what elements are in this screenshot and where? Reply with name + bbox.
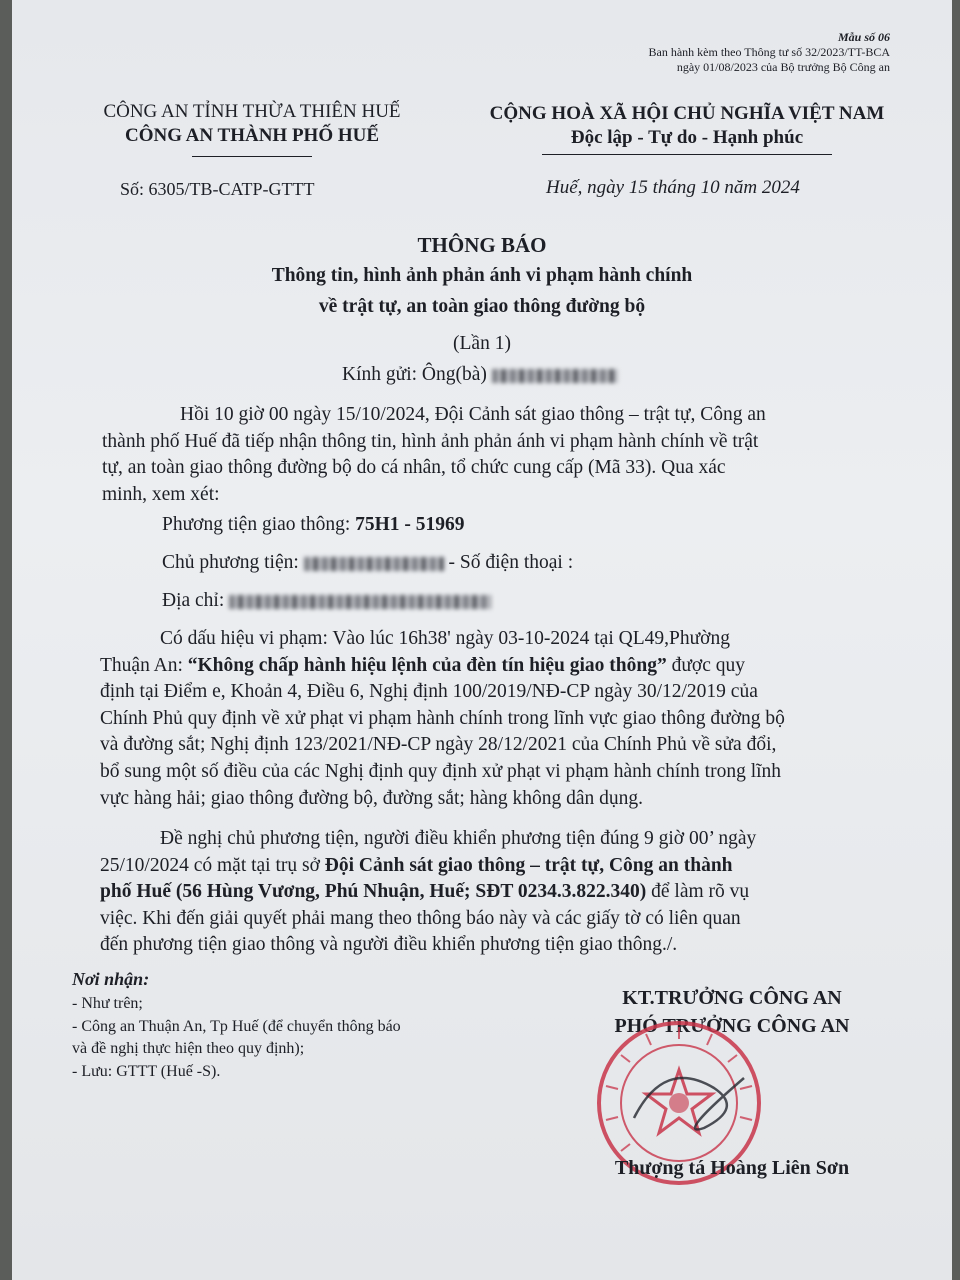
request-line bbox=[100, 879, 896, 906]
recipient-item: - Như trên; bbox=[72, 995, 143, 1012]
title-main: THÔNG BÁO bbox=[417, 233, 547, 257]
request-text: để làm rõ vụ bbox=[646, 881, 750, 903]
recipients-list bbox=[72, 993, 542, 1083]
intro-line: thành phố Huế đã tiếp nhận thông tin, hình ảnh phản ánh vi phạm hành chính về trật bbox=[102, 430, 759, 452]
recipient-item: và đề nghị thực hiện theo quy định); bbox=[72, 1040, 305, 1057]
document-page bbox=[12, 0, 952, 1280]
violation-line: bổ sung một số điều của các Nghị định quy định xử phạt vi phạm hành chính trong lĩnh bbox=[100, 760, 782, 782]
national-heading bbox=[442, 102, 932, 155]
request-address: phố Huế (56 Hùng Vương, Phú Nhuận, Huế; SĐT 0234.3.822.340) bbox=[100, 881, 647, 903]
request-line bbox=[100, 853, 896, 880]
redacted-address bbox=[229, 595, 491, 609]
request-text: 25/10/2024 có mặt tại trụ sở bbox=[100, 854, 325, 876]
recipients-title: Nơi nhận: bbox=[72, 969, 150, 989]
violation-continued: được quy bbox=[666, 654, 746, 676]
violation-paragraph bbox=[100, 626, 896, 812]
violation-location: Thuận An: bbox=[100, 654, 188, 676]
license-plate: 75H1 - 51969 bbox=[355, 514, 465, 535]
phone-label: - Số điện thoại : bbox=[448, 552, 574, 573]
issuing-agency bbox=[72, 100, 432, 157]
document-number bbox=[120, 177, 315, 201]
title-sub-2: về trật tự, an toàn giao thông đường bộ bbox=[318, 296, 646, 317]
violation-line: Có dấu hiệu vi phạm: Vào lúc 16h38' ngày 03-10-2024 tại QL49,Phường bbox=[160, 628, 730, 649]
request-paragraph bbox=[100, 826, 896, 959]
intro-paragraph bbox=[102, 402, 896, 508]
address-label: Địa chỉ: bbox=[162, 590, 225, 611]
motto-underline bbox=[542, 154, 832, 155]
unit-underline bbox=[192, 156, 312, 157]
form-circular-date: ngày 01/08/2023 của Bộ trưởng Bộ Công an bbox=[676, 60, 890, 74]
number-label: Số: bbox=[120, 179, 145, 199]
form-number: Mẫu số 06 bbox=[837, 30, 890, 44]
recipients-block bbox=[72, 966, 542, 1083]
request-line: việc. Khi đến giải quyết phải mang theo thông báo này và các giấy tờ có liên quan bbox=[100, 907, 741, 929]
signature-block bbox=[572, 985, 892, 1039]
recipient-line bbox=[342, 362, 618, 388]
request-office: Đội Cảnh sát giao thông – trật tự, Công an thành bbox=[324, 854, 733, 876]
recipient-item: - Lưu: GTTT (Huế -S). bbox=[72, 1062, 221, 1080]
unit-name: CÔNG AN THÀNH PHỐ HUẾ bbox=[124, 125, 380, 146]
recipient-item: - Công an Thuận An, Tp Huế (để chuyển thông báo bbox=[72, 1017, 401, 1035]
vehicle-label: Phương tiện giao thông: bbox=[162, 514, 351, 535]
signature-title-2: PHÓ TRƯỞNG CÔNG AN bbox=[614, 1015, 850, 1037]
motto: Độc lập - Tự do - Hạnh phúc bbox=[570, 127, 804, 148]
violation-line: Chính Phủ quy định về xử phạt vi phạm hành chính trong lĩnh vực giao thông đường bộ bbox=[100, 707, 785, 729]
violation-line bbox=[100, 653, 896, 680]
intro-line: Hồi 10 giờ 00 ngày 15/10/2024, Đội Cảnh sát giao thông – trật tự, Công an bbox=[180, 404, 766, 425]
vehicle-line bbox=[162, 512, 465, 538]
violation-line: định tại Điểm e, Khoản 4, Điều 6, Nghị định 100/2019/NĐ-CP ngày 30/12/2019 của bbox=[100, 681, 758, 703]
agency-name: CÔNG AN TỈNH THỪA THIÊN HUẾ bbox=[103, 101, 401, 122]
request-line: đến phương tiện giao thông và người điều khiển phương tiện giao thông./. bbox=[100, 934, 678, 956]
intro-line: tự, an toàn giao thông đường bộ do cá nhân, tổ chức cung cấp (Mã 33). Qua xác bbox=[102, 457, 726, 479]
form-reference bbox=[530, 30, 890, 75]
intro-line: minh, xem xét: bbox=[102, 483, 220, 505]
title-sub-1: Thông tin, hình ảnh phản ánh vi phạm hành chính bbox=[271, 265, 693, 286]
number-value: 6305/TB-CATP-GTTT bbox=[148, 179, 315, 199]
address-line bbox=[162, 588, 491, 614]
recipient-label: Kính gửi: Ông(bà) bbox=[342, 364, 487, 385]
owner-label: Chủ phương tiện: bbox=[162, 552, 299, 573]
redacted-owner bbox=[304, 557, 444, 571]
violation-offense: “Không chấp hành hiệu lệnh của đèn tín hiệu giao thông” bbox=[187, 654, 667, 676]
nation-name: CỘNG HOÀ XÃ HỘI CHỦ NGHĨA VIỆT NAM bbox=[489, 103, 885, 124]
violation-line: vực hàng hải; giao thông đường bộ, đường sắt; hàng không dân dụng. bbox=[100, 787, 644, 809]
document-title bbox=[12, 232, 952, 360]
owner-line bbox=[162, 550, 573, 576]
issue-date: Huế, ngày 15 tháng 10 năm 2024 bbox=[546, 177, 800, 198]
request-line: Đề nghị chủ phương tiện, người điều khiển phương tiện đúng 9 giờ 00’ ngày bbox=[160, 828, 757, 849]
redacted-name bbox=[492, 369, 618, 383]
violation-line: và đường sắt; Nghị định 123/2021/NĐ-CP ngày 28/12/2021 của Chính Phủ về sửa đổi, bbox=[100, 734, 777, 756]
signature-title-1: KT.TRƯỞNG CÔNG AN bbox=[622, 987, 842, 1009]
signer-name: Thượng tá Hoàng Liên Sơn bbox=[614, 1157, 850, 1179]
form-circular: Ban hành kèm theo Thông tư số 32/2023/TT-BCA bbox=[648, 45, 890, 59]
round-label: (Lần 1) bbox=[453, 333, 511, 354]
